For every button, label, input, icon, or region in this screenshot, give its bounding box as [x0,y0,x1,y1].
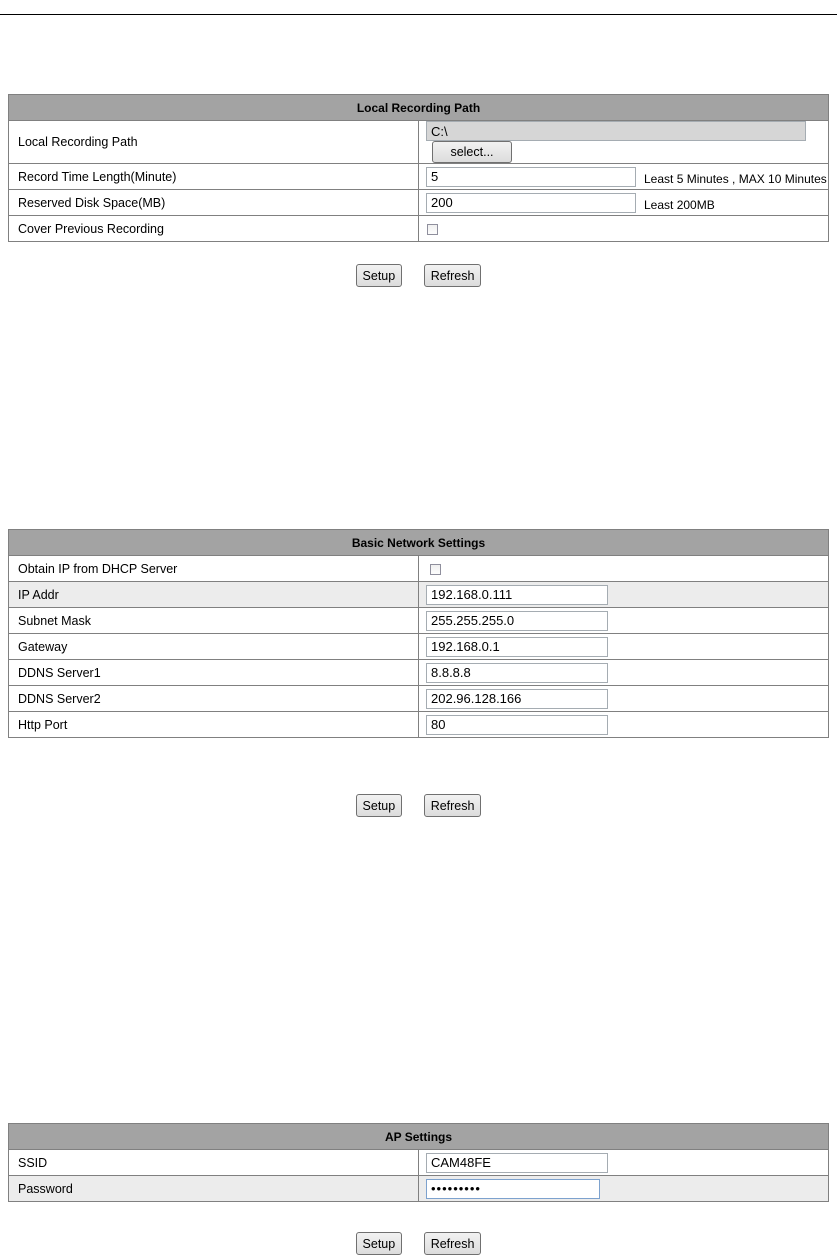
select-path-button[interactable]: select... [432,141,512,163]
ddns-server2-input[interactable] [426,689,608,709]
http-port-input[interactable] [426,715,608,735]
network-actions [0,794,837,817]
local-recording-table [8,94,829,242]
local-recording-path-label: Local Recording Path [9,121,419,164]
gateway-input[interactable] [426,637,608,657]
ap-settings-table [8,1123,829,1202]
gateway-label: Gateway [9,634,419,660]
record-time-input[interactable] [426,167,636,187]
setup-button[interactable]: Setup [356,264,403,287]
refresh-button[interactable]: Refresh [424,1232,482,1255]
refresh-button[interactable]: Refresh [424,264,482,287]
subnet-mask-input[interactable] [426,611,608,631]
dhcp-checkbox[interactable] [430,564,441,575]
network-settings-table [8,529,829,738]
reserved-disk-input[interactable] [426,193,636,213]
ddns-server1-label: DDNS Server1 [9,660,419,686]
cover-recording-checkbox[interactable] [427,224,438,235]
local-recording-title: Local Recording Path [9,95,829,121]
password-input[interactable] [426,1179,600,1199]
setup-button[interactable]: Setup [356,1232,403,1255]
ddns-server1-input[interactable] [426,663,608,683]
local-recording-actions [0,264,837,287]
subnet-mask-label: Subnet Mask [9,608,419,634]
ip-addr-label: IP Addr [9,582,419,608]
ddns-server2-label: DDNS Server2 [9,686,419,712]
ip-addr-input[interactable] [426,585,608,605]
record-time-hint: Least 5 Minutes , MAX 10 Minutes [644,171,827,186]
ap-settings-title: AP Settings [9,1124,829,1150]
record-time-label: Record Time Length(Minute) [9,164,419,190]
dhcp-label: Obtain IP from DHCP Server [9,556,419,582]
reserved-disk-label: Reserved Disk Space(MB) [9,190,419,216]
http-port-label: Http Port [9,712,419,738]
ap-actions [0,1232,837,1255]
top-divider [0,14,837,15]
cover-recording-label: Cover Previous Recording [9,216,419,242]
network-settings-title: Basic Network Settings [9,530,829,556]
refresh-button[interactable]: Refresh [424,794,482,817]
local-recording-path-input[interactable] [426,121,806,141]
setup-button[interactable]: Setup [356,794,403,817]
ssid-label: SSID [9,1150,419,1176]
password-label: Password [9,1176,419,1202]
reserved-disk-hint: Least 200MB [644,197,715,212]
ssid-input[interactable] [426,1153,608,1173]
